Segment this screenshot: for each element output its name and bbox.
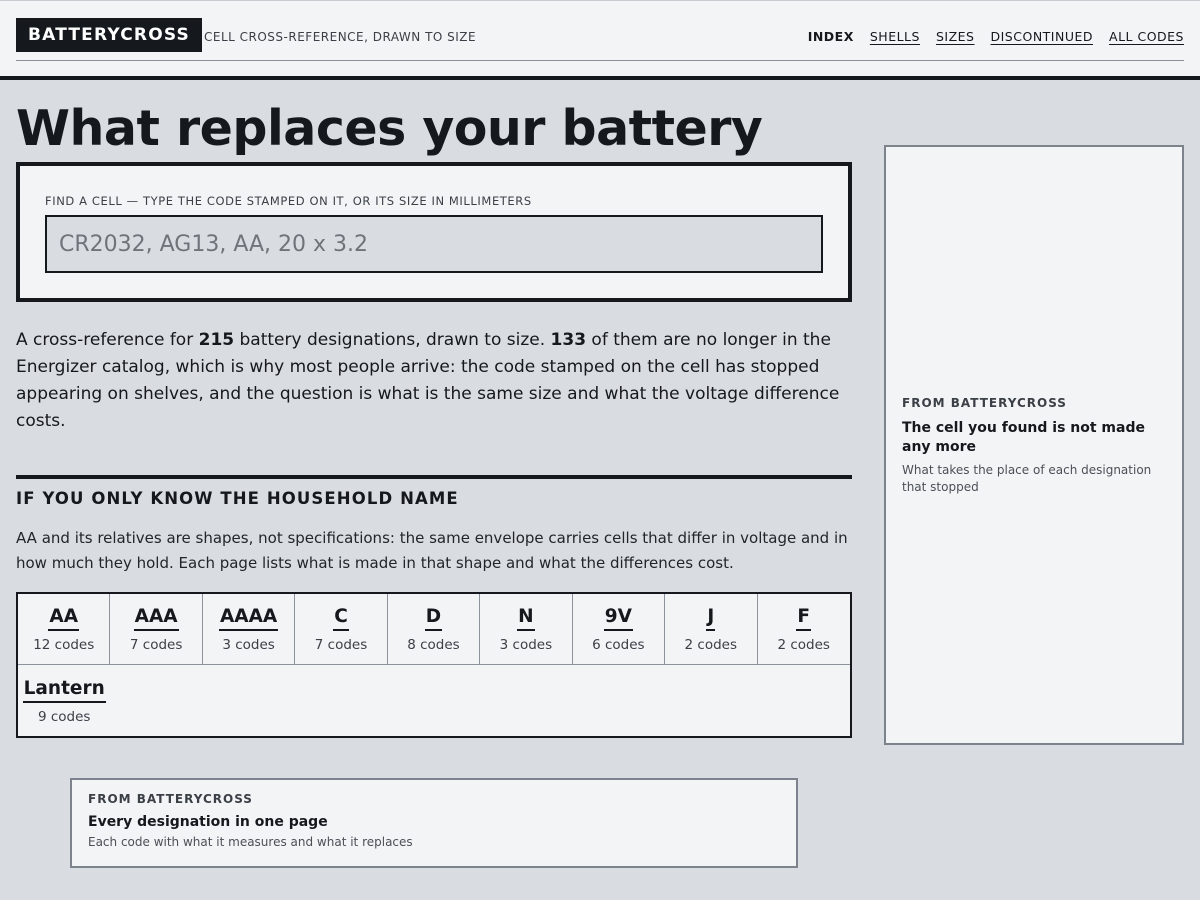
section-divider: [16, 475, 852, 479]
size-code-count: 7 codes: [314, 637, 368, 653]
site-tagline: CELL CROSS-REFERENCE, DRAWN TO SIZE: [204, 30, 477, 44]
nav-shells[interactable]: SHELLS: [869, 29, 920, 44]
size-code-count: 2 codes: [684, 637, 738, 653]
intro-paragraph: [16, 327, 852, 435]
main-nav: [808, 29, 1184, 44]
promo-eyebrow: FROM BATTERYCROSS: [88, 792, 253, 806]
size-code-count: 2 codes: [777, 637, 830, 653]
promo-eyebrow: FROM BATTERYCROSS: [902, 396, 1067, 410]
nav-all-codes[interactable]: ALL CODES: [1109, 29, 1184, 44]
page-title: What replaces your battery: [16, 100, 763, 157]
search-input[interactable]: [45, 215, 823, 273]
size-name: AAAA: [219, 605, 278, 631]
nav-sizes[interactable]: SIZES: [935, 29, 975, 44]
header-divider: [16, 60, 1184, 61]
size-link-aa[interactable]: [18, 594, 110, 664]
size-code-count: 8 codes: [407, 637, 460, 653]
site-header: [0, 0, 1200, 80]
search-panel: [16, 162, 852, 302]
bottom-promo[interactable]: [70, 778, 798, 868]
size-grid-row: [18, 666, 850, 736]
size-code-count: 3 codes: [499, 637, 553, 653]
section-title: IF YOU ONLY KNOW THE HOUSEHOLD NAME: [16, 489, 459, 508]
size-name: AAA: [134, 605, 179, 631]
size-link-aaa[interactable]: [110, 594, 202, 664]
size-name: J: [706, 605, 715, 631]
size-code-count: 3 codes: [222, 637, 275, 653]
sidebar-promo[interactable]: [884, 145, 1184, 745]
size-code-count: 9 codes: [37, 709, 91, 725]
bottom-promo-content: [88, 792, 778, 851]
intro-text-1: A cross-reference for: [16, 330, 199, 350]
promo-subtext: Each code with what it measures and what it replaces: [88, 835, 413, 849]
size-name: N: [517, 605, 534, 631]
size-link-f[interactable]: [758, 594, 850, 664]
section-description: AA and its relatives are shapes, not specifications: the same envelope carries cells that differ in voltage and in how much they hold. Each page lists what is made in that shape and what the differences cost.: [16, 529, 848, 572]
size-link-j[interactable]: [665, 594, 757, 664]
search-label: FIND A CELL — TYPE THE CODE STAMPED ON IT, OR ITS SIZE IN MILLIMETERS: [45, 194, 532, 208]
size-code-count: 12 codes: [33, 637, 95, 653]
size-name: C: [333, 605, 349, 631]
total-count: 215: [198, 330, 235, 350]
size-link-n[interactable]: [480, 594, 572, 664]
household-size-grid: [16, 592, 852, 738]
promo-subtext: What takes the place of each designation that stopped: [902, 463, 1152, 494]
size-link-c[interactable]: [295, 594, 387, 664]
intro-text-2: battery designations, drawn to size.: [234, 330, 551, 350]
sidebar-promo-content: [902, 396, 1168, 496]
size-link-9v[interactable]: [573, 594, 665, 664]
size-code-count: 7 codes: [129, 637, 183, 653]
size-name: AA: [48, 605, 79, 631]
intro-text-3: of them are no longer in the Energizer catalog, which is why most people arrive: the code stamped on the cell has stopped appearing on shelves, and the question is what is the same size and what the voltage difference costs.: [16, 330, 840, 431]
size-grid-row: [18, 594, 850, 665]
promo-heading: The cell you found is not made any more: [902, 420, 1145, 455]
nav-discontinued[interactable]: DISCONTINUED: [990, 29, 1094, 44]
size-name: F: [796, 605, 811, 631]
size-link-aaaa[interactable]: [203, 594, 295, 664]
size-link-lantern[interactable]: [18, 666, 110, 736]
promo-heading: Every designation in one page: [88, 814, 328, 830]
site-logo[interactable]: BATTERYCROSS: [16, 18, 202, 52]
nav-index[interactable]: INDEX: [807, 29, 854, 44]
size-name: 9V: [604, 605, 633, 631]
size-code-count: 6 codes: [592, 637, 645, 653]
size-name: D: [425, 605, 442, 631]
discontinued-count: 133: [550, 330, 587, 350]
size-link-d[interactable]: [388, 594, 480, 664]
size-name: Lantern: [23, 677, 106, 703]
